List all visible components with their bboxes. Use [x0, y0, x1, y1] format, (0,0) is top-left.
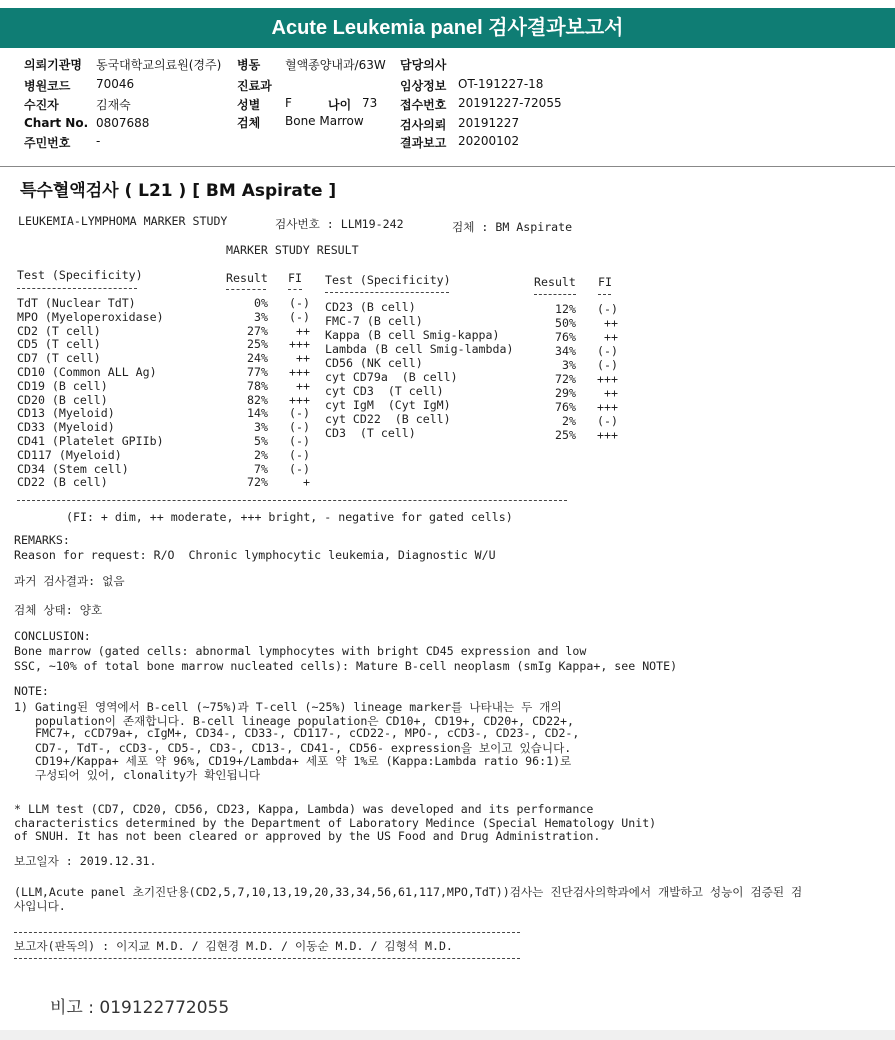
marker-fi: +++	[597, 372, 618, 386]
right-col-fi-header: FI	[598, 275, 612, 289]
marker-result: 14%	[247, 406, 268, 421]
marker-fi: (-)	[289, 434, 310, 448]
marker-fi: ++	[604, 330, 618, 344]
left-test-underline	[17, 288, 137, 289]
chart-no-value: 0807688	[96, 116, 150, 130]
marker-test: TdT (Nuclear TdT)	[17, 296, 136, 310]
llm-line: of SNUH. It has not been cleared or approved by the US Food and Drug Administration.	[14, 829, 601, 844]
report-date-value: 20200102	[458, 134, 520, 148]
marker-test: CD2 (T cell)	[17, 323, 101, 338]
note-line: CD19+/Kappa+ 세포 약 96%, CD19+/Lambda+ 세포 약 1%로 (Kappa:Lambda ratio 96:1)로	[14, 754, 572, 769]
reporters-top-rule	[14, 932, 520, 933]
note-line: CD7-, TdT-, cCD3-, CD5-, CD3-, CD13-, CD41-, CD56- expression을 보이고 있습니다.	[14, 740, 572, 755]
report-title: Acute Leukemia panel 검사결과보고서	[0, 8, 895, 48]
marker-fi: +++	[597, 428, 618, 442]
specimen-label: 검체	[237, 116, 261, 130]
marker-fi: (-)	[597, 414, 618, 428]
ward-value: 혈액종양내과/63W	[285, 58, 386, 72]
marker-fi: (-)	[597, 302, 618, 316]
left-fi-underline	[288, 289, 302, 290]
sex-value: F	[285, 96, 292, 110]
marker-test: CD13 (Myeloid)	[17, 406, 115, 421]
marker-test: CD10 (Common ALL Ag)	[17, 365, 157, 379]
left-result-underline	[226, 289, 266, 290]
marker-test: Kappa (B cell Smig-kappa)	[325, 328, 500, 342]
marker-fi: +	[303, 475, 310, 490]
marker-result: 25%	[555, 428, 576, 442]
marker-fi: ++	[604, 386, 618, 400]
report-date-line: 보고일자 : 2019.12.31.	[14, 854, 157, 868]
remarks-label: REMARKS:	[14, 533, 70, 547]
hospital-code-label: 병원코드	[24, 79, 71, 93]
marker-fi: ++	[296, 323, 310, 338]
request-date-label: 검사의뢰	[400, 118, 447, 132]
llm-line: characteristics determined by the Department of Laboratory Medince (Special Hematology Unit)	[14, 815, 657, 830]
age-label: 나이	[328, 98, 352, 112]
marker-result: 3%	[254, 420, 268, 435]
patient-name-label: 수진자	[24, 98, 59, 112]
marker-fi: (-)	[289, 309, 310, 324]
ward-label: 병동	[237, 58, 261, 72]
hospital-code-value: 70046	[96, 77, 135, 91]
marker-fi: (-)	[289, 420, 310, 435]
marker-result: 3%	[562, 358, 576, 372]
marker-result: 78%	[247, 378, 268, 393]
marker-result: 2%	[562, 414, 576, 428]
marker-test: Lambda (B cell Smig-lambda)	[325, 342, 514, 356]
right-test-underline	[325, 292, 449, 293]
marker-fi: +++	[289, 365, 310, 379]
chart-no-label: Chart No.	[24, 116, 89, 130]
marker-test: CD41 (Platelet GPIIb)	[17, 434, 164, 448]
right-fi-underline	[598, 294, 611, 295]
report-date-label: 결과보고	[400, 136, 447, 150]
remarks-reason: Reason for request: R/O Chronic lymphocytic leukemia, Diagnostic W/U	[14, 548, 496, 562]
study-name: LEUKEMIA-LYMPHOMA MARKER STUDY	[18, 214, 228, 228]
marker-result: 72%	[247, 475, 268, 490]
remarks-past-result: 과거 검사결과: 없음	[14, 574, 125, 588]
age-value: 73	[362, 96, 378, 110]
marker-test: CD23 (B cell)	[325, 300, 416, 314]
marker-result: 27%	[247, 323, 268, 338]
marker-test: CD33 (Myeloid)	[17, 420, 115, 435]
marker-test: CD3 (T cell)	[325, 426, 416, 440]
marker-test: MPO (Myeloperoxidase)	[17, 309, 164, 324]
reporters: 보고자(판독의) : 이지교 M.D. / 김현경 M.D. / 이동순 M.D. / 김형석 M.D.	[14, 939, 453, 953]
left-col-test-header: Test (Specificity)	[17, 268, 143, 282]
marker-fi: (-)	[597, 358, 618, 372]
marker-result: 3%	[254, 309, 268, 324]
marker-test: CD34 (Stem cell)	[17, 461, 129, 476]
marker-result: 29%	[555, 386, 576, 400]
marker-test: cyt CD79a (B cell)	[325, 370, 458, 384]
panel-note-line: 사입니다.	[14, 898, 66, 913]
marker-test: CD19 (B cell)	[17, 378, 108, 393]
study-specimen: 검체 : BM Aspirate	[452, 220, 573, 234]
marker-fi: +++	[597, 400, 618, 414]
marker-result: 5%	[254, 434, 268, 448]
exam-number: 검사번호 : LLM19-242	[275, 217, 404, 231]
note-line: FMC7+, cCD79a+, cIgM+, CD34-, CD33-, CD117-, cCD22-, MPO-, cCD3-, CD23-, CD2-,	[14, 726, 580, 741]
marker-fi: (-)	[597, 344, 618, 358]
hospital-value: 동국대학교의료원(경주)	[96, 58, 222, 72]
section-title: 특수혈액검사 ( L21 ) [ BM Aspirate ]	[20, 181, 337, 201]
marker-test: cyt CD22 (B cell)	[325, 412, 451, 426]
conclusion-label: CONCLUSION:	[14, 629, 91, 643]
receipt-no-label: 접수번호	[400, 98, 447, 112]
right-col-test-header: Test (Specificity)	[325, 273, 451, 287]
marker-result: 77%	[247, 365, 268, 379]
bigo-remark: 비고 : 019122772055	[50, 998, 230, 1018]
marker-test: cyt CD3 (T cell)	[325, 384, 444, 398]
marker-result: 76%	[555, 330, 576, 344]
note-line: 구성되어 있어, clonality가 확인됩니다	[14, 768, 261, 782]
note-line: population이 존재합니다. B-cell lineage population은 CD10+, CD19+, CD20+, CD22+,	[14, 713, 575, 728]
remarks-specimen-status: 검체 상태: 양호	[14, 603, 103, 617]
marker-test: cyt IgM (Cyt IgM)	[325, 398, 451, 412]
marker-result: 25%	[247, 337, 268, 352]
marker-result: 0%	[254, 296, 268, 310]
left-col-fi-header: FI	[288, 271, 302, 285]
marker-result: 12%	[555, 302, 576, 316]
marker-result: 2%	[254, 447, 268, 462]
marker-fi: (-)	[289, 461, 310, 476]
conclusion-line-2: SSC, ~10% of total bone marrow nucleated cells): Mature B-cell neoplasm (smIg Kappa+, see NOTE)	[14, 659, 678, 673]
marker-fi: ++	[296, 351, 310, 366]
marker-test: CD117 (Myeloid)	[17, 447, 122, 462]
department-label: 진료과	[237, 79, 272, 93]
conclusion-line-1: Bone marrow (gated cells: abnormal lymphocytes with bright CD45 expression and low	[14, 644, 587, 658]
note-label: NOTE:	[14, 684, 49, 698]
marker-result: 34%	[555, 344, 576, 358]
clinical-info-label: 임상정보	[400, 79, 447, 93]
doctor-label: 담당의사	[400, 58, 447, 72]
marker-fi: ++	[604, 316, 618, 330]
right-result-underline	[534, 294, 576, 295]
marker-test: FMC-7 (B cell)	[325, 314, 423, 328]
left-col-result-header: Result	[226, 271, 268, 285]
marker-fi: (-)	[289, 296, 310, 310]
panel-note-line: (LLM,Acute panel 초기진단용(CD2,5,7,10,13,19,20,33,34,56,61,117,MPO,TdT))검사는 진단검사의학과에서 개발하고 성능이 검증된 검	[14, 885, 803, 899]
table-bottom-rule	[17, 500, 567, 501]
marker-result: 24%	[247, 351, 268, 366]
marker-result: 82%	[247, 392, 268, 407]
marker-test: CD56 (NK cell)	[325, 356, 423, 370]
marker-result: 50%	[555, 316, 576, 330]
sex-label: 성별	[237, 98, 261, 112]
marker-fi: (-)	[289, 406, 310, 421]
fi-legend: (FI: + dim, ++ moderate, +++ bright, - negative for gated cells)	[66, 510, 513, 524]
note-line: 1) Gating된 영역에서 B-cell (~75%)과 T-cell (~25%) lineage marker를 나타내는 두 개의	[14, 700, 562, 714]
request-date-value: 20191227	[458, 116, 520, 130]
right-col-result-header: Result	[534, 275, 576, 289]
marker-test: CD20 (B cell)	[17, 392, 108, 407]
receipt-no-value: 20191227-72055	[458, 96, 562, 110]
marker-result: 7%	[254, 461, 268, 476]
marker-test: CD22 (B cell)	[17, 475, 108, 490]
marker-fi: (-)	[289, 447, 310, 462]
patient-name-value: 김재숙	[96, 98, 131, 112]
llm-line: * LLM test (CD7, CD20, CD56, CD23, Kappa, Lambda) was developed and its performance	[14, 802, 594, 816]
marker-fi: +++	[289, 392, 310, 407]
reporters-bottom-rule	[14, 958, 520, 959]
marker-test: CD5 (T cell)	[17, 337, 101, 352]
marker-fi: ++	[296, 378, 310, 393]
marker-result: 76%	[555, 400, 576, 414]
marker-test: CD7 (T cell)	[17, 351, 101, 366]
resident-no-label: 주민번호	[24, 136, 71, 150]
marker-fi: +++	[289, 337, 310, 352]
specimen-value: Bone Marrow	[285, 114, 364, 128]
clinical-info-value: OT-191227-18	[458, 77, 544, 91]
resident-no-value: -	[96, 134, 101, 148]
marker-result: 72%	[555, 372, 576, 386]
hospital-label: 의뢰기관명	[24, 58, 82, 72]
patient-header	[0, 48, 895, 167]
result-title: MARKER STUDY RESULT	[226, 243, 359, 257]
